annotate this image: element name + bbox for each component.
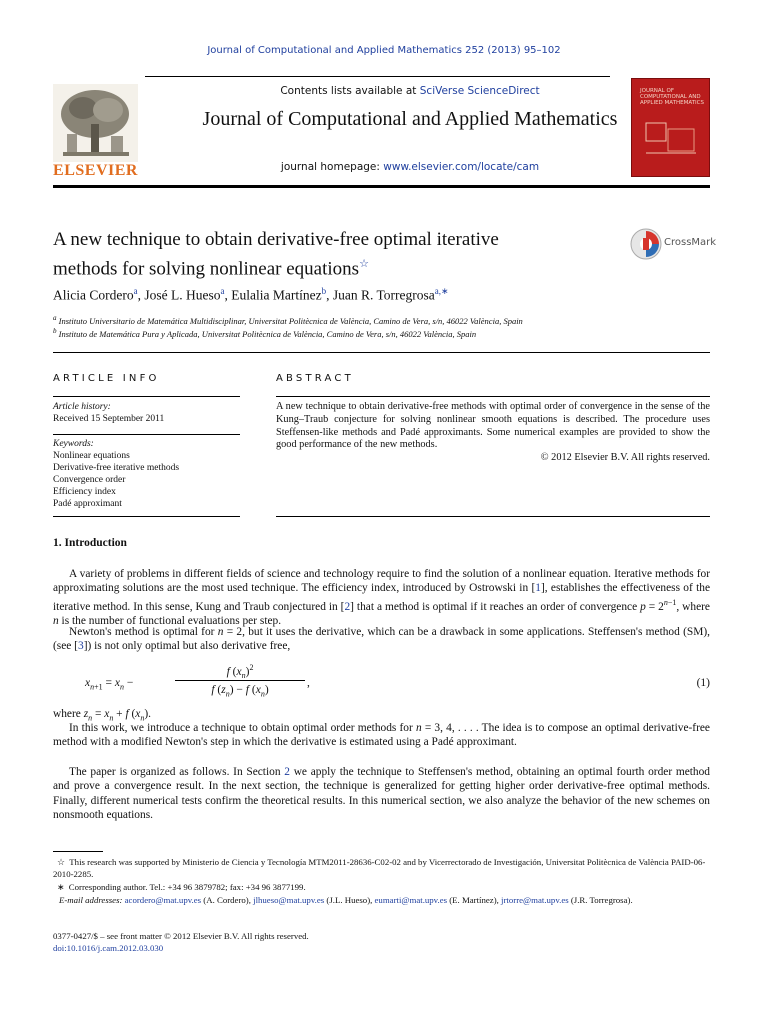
author-affil-mark[interactable]: a,∗ (434, 286, 449, 296)
email-owner: (J.R. Torregrosa). (570, 895, 633, 905)
history-label: Article history: (53, 402, 111, 412)
affiliation-a (53, 314, 713, 326)
cover-title: JOURNAL OF COMPUTATIONAL AND APPLIED MATHEMATICS (640, 88, 704, 106)
text-run: In this work, we introduce a technique to obtain optimal order methods for (69, 722, 416, 734)
article-history (53, 401, 240, 425)
keywords-block (53, 438, 240, 510)
section-heading-introduction: 1. Introduction (53, 537, 127, 549)
footnote-mark: ∗ (57, 882, 65, 892)
affiliations-rule (53, 352, 710, 353)
homepage-line (210, 161, 610, 173)
email-owner: (J.L. Hueso), (326, 895, 373, 905)
crossmark-icon (630, 228, 662, 260)
fraction-bar (175, 680, 305, 681)
issn-line: 0377-0427/$ – see front matter © 2012 Elsevier B.V. All rights reserved. (53, 931, 309, 941)
email-label: E-mail addresses: (59, 895, 123, 905)
intro-paragraph-4 (53, 765, 710, 822)
abstract-copyright: © 2012 Elsevier B.V. All rights reserved. (540, 452, 710, 464)
author-name: Juan R. Torregrosa (332, 287, 435, 303)
crossmark-badge[interactable] (630, 228, 720, 260)
citation-link[interactable]: 2 (344, 600, 351, 613)
text-run: ]) is not only optimal but also derivative free, (83, 640, 291, 653)
journal-cover-image[interactable] (631, 78, 710, 177)
affiliation-mark: b (53, 327, 57, 335)
abstract-rule-top (276, 396, 710, 397)
footnote-mark: ☆ (57, 857, 65, 867)
keyword: Efficiency index (53, 487, 116, 497)
affiliation-b (53, 327, 713, 339)
doi-link[interactable]: doi:10.1016/j.cam.2012.03.030 (53, 943, 164, 953)
text-run: , where (676, 600, 710, 613)
author-affil-mark[interactable]: a (220, 286, 225, 296)
info-rule-bottom (53, 516, 240, 517)
author-name: José L. Hueso (144, 287, 221, 303)
contents-line (210, 85, 610, 97)
text-run: where (53, 708, 84, 720)
intro-paragraph-1: A variety of problems in different fields of science and technology require to find the solution of a nonlinear equation. Iterative methods for approximating solutions are the most used technique. The efficiency index, introduced by Ostrowski in [1], establishes the effectiveness of the iterative method. In this sense, Kung and Traub conjectured in [2] that a method is optimal if it reaches an order of convergence $p = 2^{n-1}$, where n is the number of functional evaluations per step. (53, 568, 711, 627)
abstract-text: A new technique to obtain derivative-free methods with optimal order of convergence in the sense of the Kung–Traub conjecture for solving nonlinear smooth equations is described. The procedure uses Steffensen-like methods and Padé approximants. Some numerical examples are provided to show the good performance of the new methods. (276, 401, 710, 451)
keywords-label: Keywords: (53, 439, 94, 449)
crossmark-label: CrossMark (664, 237, 717, 248)
text-run: The paper is organized as follows. In Section (69, 766, 285, 778)
header-bottom-rule (53, 185, 710, 188)
sciencedirect-link[interactable]: SciVerse ScienceDirect (419, 85, 540, 97)
footnote-text: This research was supported by Ministerio de Ciencia y Tecnología MTM2011-28636-C02-02 and by Vicerrectorado de Investigación, Universitat Politècnica de València PAID-06-2010-2285. (53, 857, 706, 879)
email-link[interactable]: acordero@mat.upv.es (124, 895, 202, 905)
text-run: A variety of problems in different fields of science and technology require to find the solution of a nonlinear equation. Iterative methods for approximating solutions are the most used technique. The efficiency index, introduced by Ostrowski in [ (53, 568, 710, 595)
intro-paragraph-3: In this work, we introduce a technique to obtain optimal order methods for n = 3, 4, . . . . The idea is to compose an optimal derivative-free method with a modified Newton's step in which the derivative is estimated using a Padé approximant. (53, 722, 710, 749)
footnote-emails (53, 895, 710, 907)
footnote-funding (53, 857, 710, 880)
elsevier-wordmark: ELSEVIER (53, 162, 138, 179)
keyword: Nonlinear equations (53, 451, 130, 461)
citation-link[interactable]: 3 (77, 640, 84, 653)
email-owner: (E. Martínez), (449, 895, 499, 905)
header-top-rule (145, 76, 610, 77)
author-affil-mark[interactable]: a (133, 286, 138, 296)
info-rule-mid (53, 434, 240, 435)
keyword: Derivative-free iterative methods (53, 463, 180, 473)
article-title (53, 228, 618, 281)
journal-title: Journal of Computational and Applied Mathematics (202, 108, 618, 130)
intro-paragraph-2: Newton's method is optimal for n = 2, but it uses the derivative, which can be a drawback in some applications. Steffensen's method (SM), (see [3]) is not only optimal but also derivative free, (53, 626, 710, 653)
text-run: is the number of functional evaluations per step. (58, 614, 282, 627)
email-owner: (A. Cordero), (203, 895, 251, 905)
keyword: Convergence order (53, 475, 126, 485)
homepage-prefix: journal homepage: (280, 161, 384, 173)
text-run: ], establishes the effectiveness of the iterative method. In this sense, Kung and Traub conjectured in [ (53, 582, 711, 613)
homepage-link[interactable]: www.elsevier.com/locate/cam (383, 161, 540, 173)
text-run: Newton's method is optimal for (69, 626, 218, 638)
email-link[interactable]: eumarti@mat.upv.es (374, 895, 448, 905)
where-line: where $z_n = x_n + f$ $(x_n)$. (53, 708, 151, 723)
section-link[interactable]: 2 (284, 766, 290, 778)
abstract-rule-bottom (276, 516, 710, 517)
article-info-heading: ARTICLE INFO (53, 373, 160, 384)
text-run: we apply the technique to Steffensen's method, obtaining an optimal fourth order method and prove a convergence result. In the next section, the technique is generalized for getting higher order derivative-free optimal methods. Finally, different numerical tests confirm the theoretical results. In this numerical section, we also analyze the behavior of the new schemes on nonsmooth equations. (53, 766, 710, 821)
author-name: Eulalia Martínez (231, 287, 322, 303)
abstract-heading: ABSTRACT (276, 373, 354, 384)
author-affil-mark[interactable]: b (321, 286, 327, 296)
received-date: Received 15 September 2011 (53, 414, 165, 424)
affiliation-text: Instituto de Matemática Pura y Aplicada, Universitat Politècnica de València, Camino de Vera, s/n, 46022 València, Spain (58, 328, 477, 339)
footnote-corresponding (53, 882, 710, 894)
info-rule-top (53, 396, 240, 397)
journal-reference[interactable]: Journal of Computational and Applied Mathematics 252 (2013) 95–102 (207, 45, 561, 56)
abstract-body (276, 401, 710, 465)
affiliation-text: Instituto Universitario de Matemática Multidisciplinar, Universitat Politècnica de València, Camino de Vera, s/n, 46022 València, Spain (58, 315, 523, 326)
affiliation-mark: a (53, 314, 57, 322)
author-name: Alicia Cordero (53, 287, 134, 303)
title-footnote-mark[interactable]: ☆ (359, 258, 369, 270)
equation-1: $x_{n+1} = x_n$ − f $(x_n)^2$ f $(z_n) - f$ $(x_n)$ , (1) (85, 663, 710, 699)
email-link[interactable]: jrtorre@mat.upv.es (501, 895, 569, 905)
footnote-rule (53, 851, 103, 852)
footnote-text: Corresponding author. Tel.: +34 96 3879782; fax: +34 96 3877199. (68, 882, 306, 892)
equation-number[interactable]: (1) (696, 677, 710, 689)
title-line-2: methods for solving nonlinear equations (53, 258, 360, 280)
cover-decoration (642, 119, 700, 159)
elsevier-tree-logo (53, 84, 138, 162)
text-run: . The idea is to compose an optimal derivative-free method with a modified Newton's step in which the derivative is estimated using a Padé approximant. (53, 722, 710, 749)
contents-prefix: Contents lists available at (280, 85, 420, 97)
title-line-1: A new technique to obtain derivative-free optimal iterative (53, 229, 499, 250)
email-link[interactable]: jlhueso@mat.upv.es (253, 895, 325, 905)
text-run: ] that a method is optimal if it reaches an order of convergence (350, 600, 641, 613)
citation-link[interactable]: 1 (535, 582, 541, 595)
keyword: Padé approximant (53, 499, 122, 509)
text-run: , but it uses the derivative, which can be a drawback in some applications. Steffensen's method (SM), (see [ (53, 626, 710, 653)
authors-line: Alicia Cordero$^a$, José L. Hueso$^a$, Eulalia Martínez$^b$, Juan R. Torregrosa$^{a,∗}$ (53, 286, 449, 303)
